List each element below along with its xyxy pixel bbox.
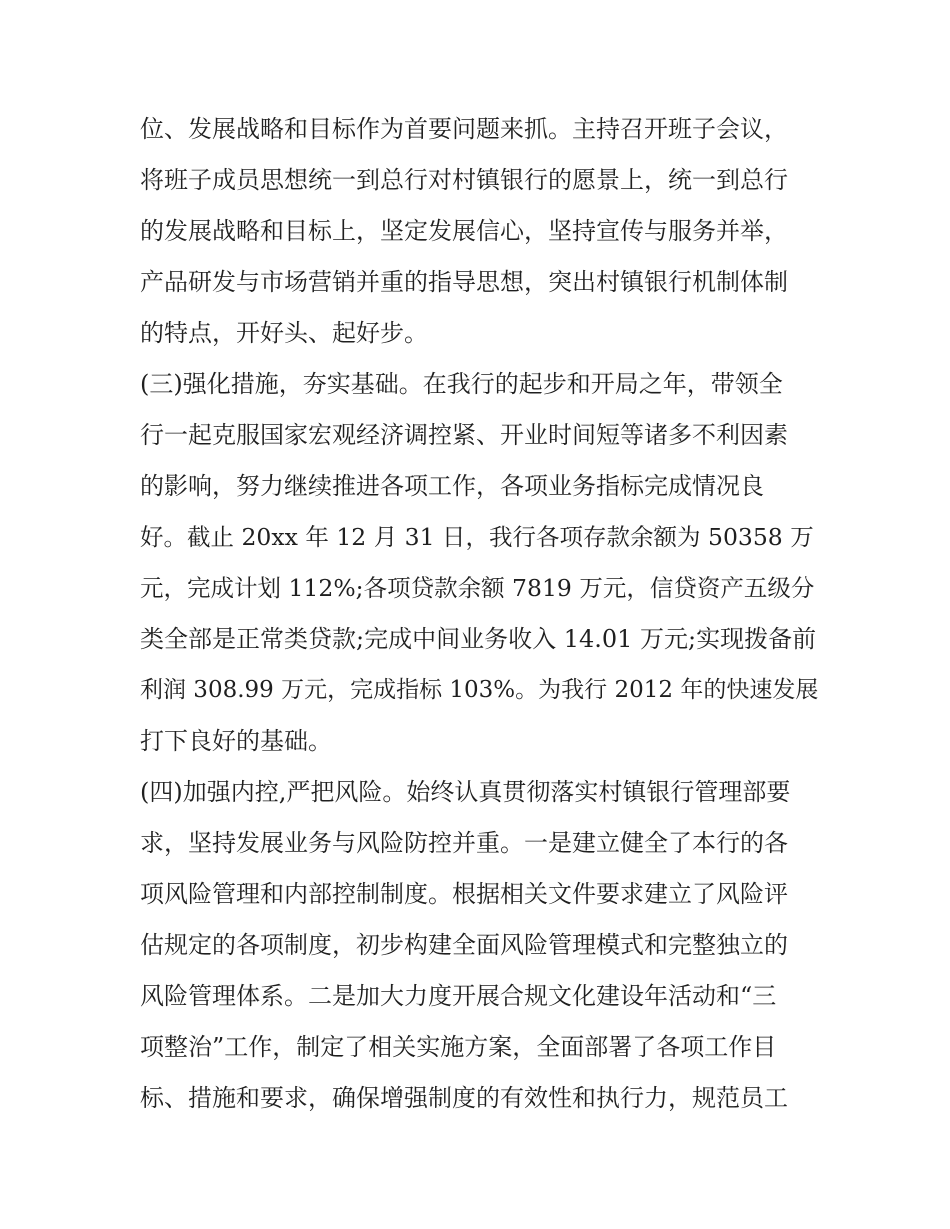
text-line-4: 产品研发与市场营销并重的指导思想，突出村镇银行机制体制 bbox=[140, 268, 788, 296]
text-line-18: 风险管理体系。二是加大力度开展合规文化建设年活动和“三 bbox=[140, 982, 777, 1010]
section-3-heading-line: (三)强化措施，夯实基础。在我行的起步和开局之年，带领全 bbox=[140, 370, 783, 398]
text-line-9: 好。截止 20xx 年 12 月 31 日，我行各项存款余额为 50358 万 bbox=[140, 523, 814, 551]
section-4-heading-line: (四)加强内控,严把风险。始终认真贯彻落实村镇银行管理部要 bbox=[140, 778, 791, 806]
text-line-8: 的影响，努力继续推进各项工作，各项业务指标完成情况良 bbox=[140, 472, 764, 500]
body-text bbox=[140, 104, 820, 1124]
text-line-5: 的特点，开好头、起好步。 bbox=[140, 319, 428, 347]
text-line-12: 利润 308.99 万元，完成指标 103%。为我行 2012 年的快速发展 bbox=[140, 677, 819, 703]
text-line-2: 将班子成员思想统一到总行对村镇银行的愿景上，统一到总行 bbox=[140, 166, 788, 194]
text-line-16: 项风险管理和内部控制制度。根据相关文件要求建立了风险评 bbox=[140, 880, 788, 908]
text-line-20: 标、措施和要求，确保增强制度的有效性和执行力，规范员工 bbox=[140, 1084, 788, 1112]
text-line-1: 位、发展战略和目标作为首要问题来抓。主持召开班子会议， bbox=[140, 115, 788, 143]
text-line-11: 类全部是正常类贷款;完成中间业务收入 14.01 万元;实现拨备前 bbox=[140, 625, 817, 653]
text-line-15: 求，坚持发展业务与风险防控并重。一是建立健全了本行的各 bbox=[140, 829, 788, 857]
text-line-3: 的发展战略和目标上，坚定发展信心，坚持宣传与服务并举， bbox=[140, 217, 788, 245]
text-line-19: 项整治”工作，制定了相关实施方案，全面部署了各项工作目 bbox=[140, 1033, 777, 1061]
text-line-17: 估规定的各项制度，初步构建全面风险管理模式和完整独立的 bbox=[140, 931, 788, 959]
text-line-13: 打下良好的基础。 bbox=[140, 727, 332, 755]
text-line-7: 行一起克服国家宏观经济调控紧、开业时间短等诸多不利因素 bbox=[140, 421, 788, 449]
text-line-10: 元，完成计划 112%;各项贷款余额 7819 万元，信贷资产五级分 bbox=[140, 574, 815, 602]
